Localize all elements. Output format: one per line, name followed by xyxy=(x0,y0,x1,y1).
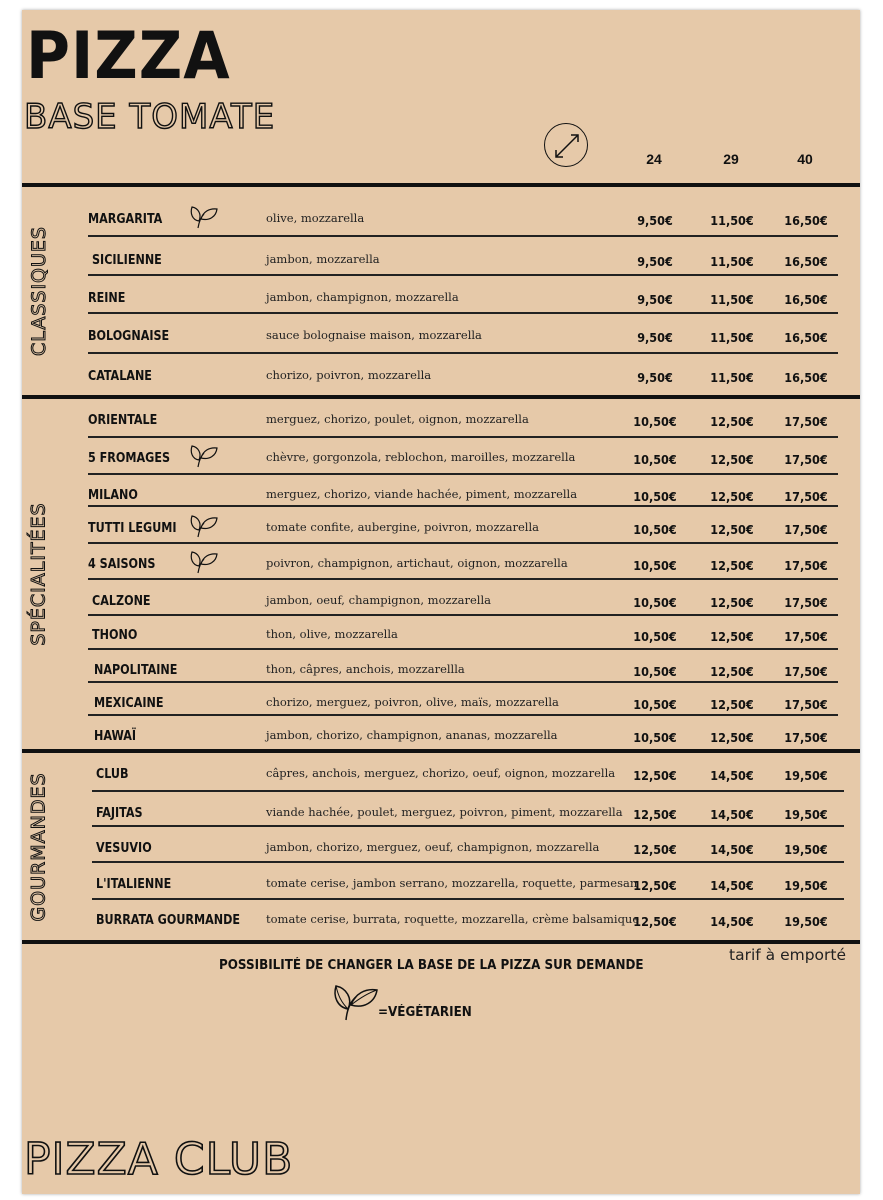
price-40: 19,50€ xyxy=(784,914,828,929)
price-29: 12,50€ xyxy=(710,697,754,712)
pizza-description: viande hachée, poulet, merguez, poivron, piment, mozzarella xyxy=(266,805,623,819)
price-29: 14,50€ xyxy=(710,842,754,857)
price-40: 17,50€ xyxy=(784,452,828,467)
menu-page xyxy=(22,10,860,1194)
price-24: 12,50€ xyxy=(633,807,677,822)
price-24: 10,50€ xyxy=(633,730,677,745)
row-divider xyxy=(88,274,838,276)
row-divider xyxy=(88,235,838,237)
pizza-description: chorizo, poivron, mozzarella xyxy=(266,368,432,382)
price-24: 10,50€ xyxy=(633,595,677,610)
size-header-40: 40 xyxy=(797,151,813,167)
row-divider xyxy=(88,352,838,354)
pizza-name: HAWAÏ xyxy=(94,728,137,744)
pizza-description: sauce bolognaise maison, mozzarella xyxy=(266,328,482,342)
category-gourmandes: GOURMANDES xyxy=(28,771,50,922)
price-24: 12,50€ xyxy=(633,914,677,929)
row-divider xyxy=(92,825,844,827)
pizza-description: chorizo, merguez, poivron, olive, maïs, mozzarella xyxy=(266,695,559,709)
row-divider xyxy=(88,312,838,314)
price-29: 12,50€ xyxy=(710,664,754,679)
price-24: 10,50€ xyxy=(633,697,677,712)
pizza-description: jambon, chorizo, merguez, oeuf, champignon, mozzarella xyxy=(266,840,600,854)
pizza-description: tomate cerise, burrata, roquette, mozzarella, crème balsamique xyxy=(266,912,640,926)
price-29: 12,50€ xyxy=(710,489,754,504)
brand-footer: PIZZA CLUB xyxy=(24,1134,294,1185)
base-change-note: POSSIBILITÉ DE CHANGER LA BASE DE LA PIZZA SUR DEMANDE xyxy=(219,958,644,973)
pizza-description: poivron, champignon, artichaut, oignon, mozzarella xyxy=(266,556,568,570)
pizza-row xyxy=(22,278,860,314)
pizza-description: olive, mozzarella xyxy=(266,211,365,225)
row-divider xyxy=(88,681,838,683)
pizza-name: 4 SAISONS xyxy=(88,556,156,572)
pizza-row xyxy=(22,828,860,864)
diameter-icon xyxy=(544,123,588,167)
price-29: 12,50€ xyxy=(710,558,754,573)
price-40: 16,50€ xyxy=(784,330,828,345)
pizza-row xyxy=(22,438,860,474)
price-24: 12,50€ xyxy=(633,842,677,857)
section-divider xyxy=(22,940,860,944)
price-29: 12,50€ xyxy=(710,730,754,745)
price-40: 17,50€ xyxy=(784,730,828,745)
pizza-row xyxy=(22,356,860,392)
pizza-name: REINE xyxy=(88,290,126,306)
price-29: 11,50€ xyxy=(710,330,754,345)
pizza-description: jambon, champignon, mozzarella xyxy=(266,290,459,304)
pizza-name: CALZONE xyxy=(92,593,151,609)
pizza-description: merguez, chorizo, poulet, oignon, mozzarella xyxy=(266,412,529,426)
row-divider xyxy=(92,861,844,863)
pizza-name: SICILIENNE xyxy=(92,252,162,268)
price-24: 9,50€ xyxy=(637,213,673,228)
pizza-row xyxy=(22,544,860,580)
price-40: 17,50€ xyxy=(784,629,828,644)
size-header-24: 24 xyxy=(646,151,662,167)
row-divider xyxy=(92,790,844,792)
pizza-description: thon, câpres, anchois, mozzarellla xyxy=(266,662,465,676)
pizza-row xyxy=(22,508,860,544)
price-40: 17,50€ xyxy=(784,522,828,537)
section-divider xyxy=(22,395,860,399)
price-29: 12,50€ xyxy=(710,452,754,467)
pizza-description: tomate cerise, jambon serrano, mozzarella, roquette, parmesan xyxy=(266,876,638,890)
row-divider xyxy=(88,436,838,438)
category-specialitees: SPÉCIALITÉES xyxy=(28,502,51,646)
menu-title: PIZZA xyxy=(26,18,231,95)
pizza-name: MEXICAINE xyxy=(94,695,164,711)
pizza-name: 5 FROMAGES xyxy=(88,450,171,466)
price-40: 17,50€ xyxy=(784,697,828,712)
price-40: 16,50€ xyxy=(784,254,828,269)
price-40: 17,50€ xyxy=(784,595,828,610)
vegetarian-leaf-icon xyxy=(189,203,219,229)
pizza-name: FAJITAS xyxy=(96,805,143,821)
vegetarian-leaf-icon xyxy=(189,512,219,538)
pizza-description: thon, olive, mozzarella xyxy=(266,627,398,641)
pizza-row xyxy=(22,864,860,900)
section-divider xyxy=(22,183,860,187)
price-24: 10,50€ xyxy=(633,664,677,679)
menu-subtitle: BASE TOMATE xyxy=(24,97,276,137)
pizza-description: tomate confite, aubergine, poivron, mozzarella xyxy=(266,520,539,534)
price-40: 16,50€ xyxy=(784,213,828,228)
pizza-row xyxy=(22,793,860,829)
price-40: 17,50€ xyxy=(784,414,828,429)
pizza-name: MARGARITA xyxy=(88,211,163,227)
pizza-description: merguez, chorizo, viande hachée, piment, mozzarella xyxy=(266,487,578,501)
pizza-row xyxy=(22,754,860,790)
price-29: 11,50€ xyxy=(710,254,754,269)
price-40: 19,50€ xyxy=(784,807,828,822)
pizza-description: câpres, anchois, merguez, chorizo, oeuf, oignon, mozzarella xyxy=(266,766,616,780)
size-header-29: 29 xyxy=(723,151,739,167)
leaf-icon xyxy=(332,980,380,1022)
price-40: 16,50€ xyxy=(784,370,828,385)
pizza-name: THONO xyxy=(92,627,138,643)
pizza-name: MILANO xyxy=(88,487,138,503)
row-divider xyxy=(88,648,838,650)
pizza-name: ORIENTALE xyxy=(88,412,158,428)
price-29: 12,50€ xyxy=(710,629,754,644)
price-29: 14,50€ xyxy=(710,878,754,893)
price-24: 10,50€ xyxy=(633,558,677,573)
price-29: 11,50€ xyxy=(710,370,754,385)
price-29: 12,50€ xyxy=(710,522,754,537)
price-40: 17,50€ xyxy=(784,489,828,504)
pizza-name: CATALANE xyxy=(88,368,152,384)
pizza-name: NAPOLITAINE xyxy=(94,662,178,678)
pizza-row xyxy=(22,615,860,651)
price-24: 12,50€ xyxy=(633,878,677,893)
pizza-name: BOLOGNAISE xyxy=(88,328,170,344)
pizza-name: CLUB xyxy=(96,766,129,782)
price-24: 9,50€ xyxy=(637,370,673,385)
row-divider xyxy=(88,578,838,580)
pizza-row xyxy=(22,199,860,235)
price-24: 10,50€ xyxy=(633,414,677,429)
price-29: 12,50€ xyxy=(710,414,754,429)
pizza-row xyxy=(22,240,860,276)
price-40: 19,50€ xyxy=(784,842,828,857)
price-40: 17,50€ xyxy=(784,558,828,573)
price-29: 14,50€ xyxy=(710,768,754,783)
pizza-row xyxy=(22,716,860,752)
vegetarian-legend: =VÉGÉTARIEN xyxy=(378,1005,472,1020)
pizza-row xyxy=(22,400,860,436)
row-divider xyxy=(92,898,844,900)
pizza-row xyxy=(22,581,860,617)
row-divider xyxy=(88,505,838,507)
pizza-description: jambon, oeuf, champignon, mozzarella xyxy=(266,593,491,607)
category-classiques: CLASSIQUES xyxy=(28,226,50,356)
vegetarian-leaf-icon xyxy=(189,442,219,468)
pizza-name: BURRATA GOURMANDE xyxy=(96,912,241,928)
price-24: 12,50€ xyxy=(633,768,677,783)
price-24: 10,50€ xyxy=(633,629,677,644)
row-divider xyxy=(88,714,838,716)
price-29: 14,50€ xyxy=(710,914,754,929)
pizza-name: VESUVIO xyxy=(96,840,152,856)
price-24: 10,50€ xyxy=(633,452,677,467)
pizza-description: jambon, chorizo, champignon, ananas, mozzarella xyxy=(266,728,558,742)
price-24: 9,50€ xyxy=(637,254,673,269)
price-40: 19,50€ xyxy=(784,878,828,893)
price-29: 14,50€ xyxy=(710,807,754,822)
row-divider xyxy=(88,614,838,616)
price-29: 11,50€ xyxy=(710,213,754,228)
vegetarian-leaf-icon xyxy=(189,548,219,574)
pizza-row xyxy=(22,900,860,936)
price-29: 11,50€ xyxy=(710,292,754,307)
pizza-name: L'ITALIENNE xyxy=(96,876,172,892)
pizza-description: chèvre, gorgonzola, reblochon, maroilles, mozzarella xyxy=(266,450,576,464)
price-24: 10,50€ xyxy=(633,489,677,504)
price-24: 9,50€ xyxy=(637,330,673,345)
price-24: 9,50€ xyxy=(637,292,673,307)
pizza-name: TUTTI LEGUMI xyxy=(88,520,177,536)
tarif-note: tarif à emporté xyxy=(729,946,847,964)
price-40: 16,50€ xyxy=(784,292,828,307)
price-40: 19,50€ xyxy=(784,768,828,783)
pizza-description: jambon, mozzarella xyxy=(266,252,380,266)
pizza-row xyxy=(22,316,860,352)
price-24: 10,50€ xyxy=(633,522,677,537)
row-divider xyxy=(88,473,838,475)
price-40: 17,50€ xyxy=(784,664,828,679)
row-divider xyxy=(88,542,838,544)
price-29: 12,50€ xyxy=(710,595,754,610)
